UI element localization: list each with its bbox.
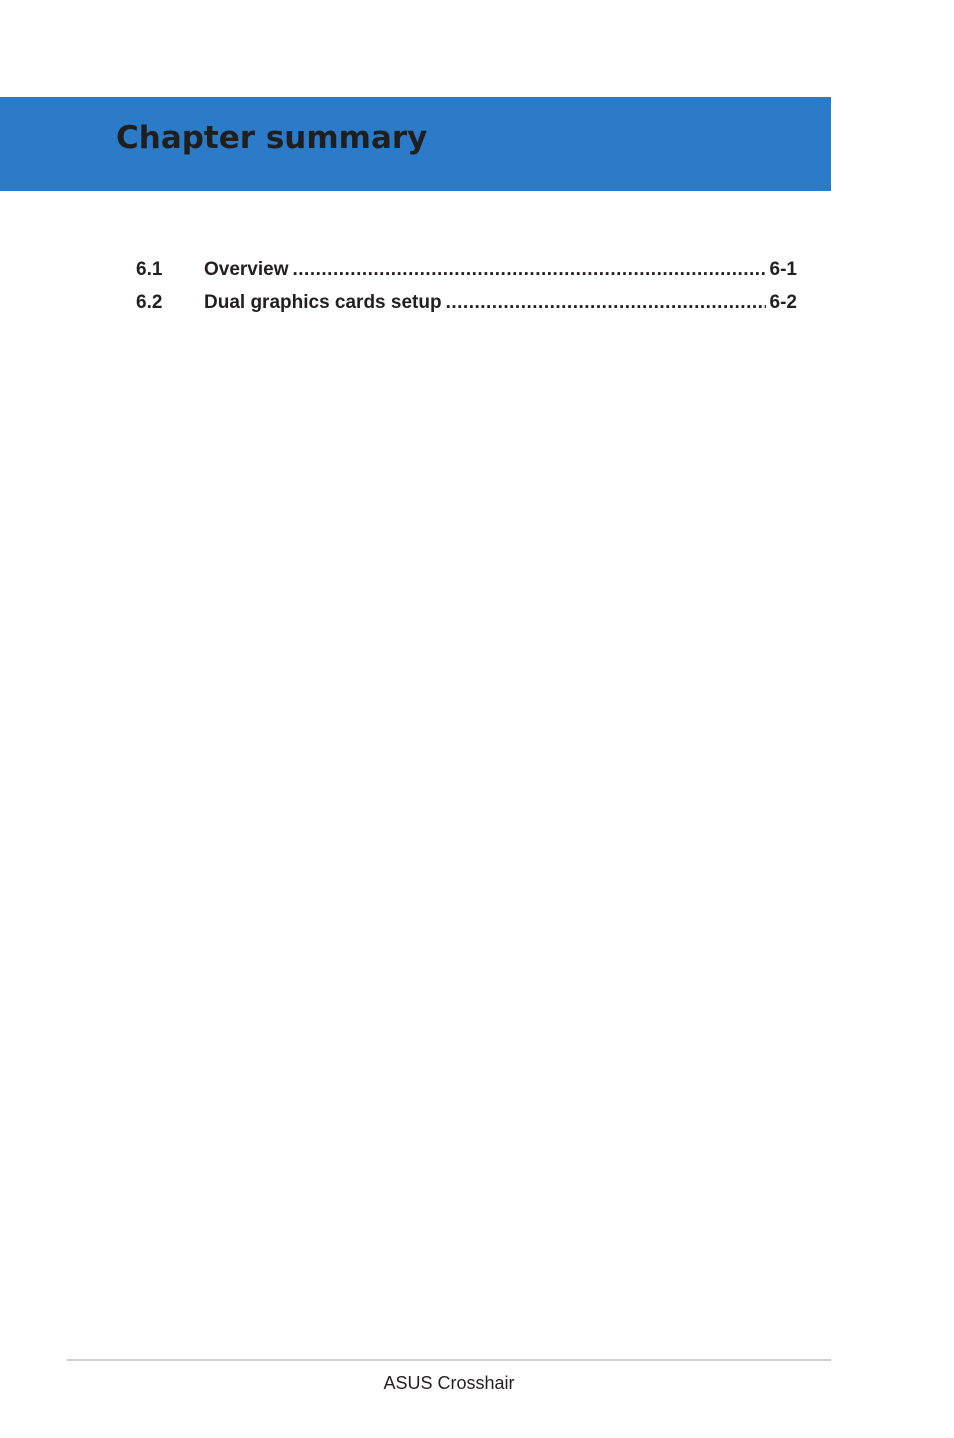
table-of-contents — [136, 256, 797, 322]
toc-dot-leader — [293, 256, 766, 284]
toc-entry[interactable] — [136, 289, 797, 322]
toc-entry[interactable] — [136, 256, 797, 289]
chapter-title: Chapter summary — [116, 120, 428, 156]
toc-entry-page: 6-1 — [769, 259, 797, 280]
toc-entry-page: 6-2 — [769, 292, 797, 313]
toc-entry-title: Dual graphics cards setup — [204, 292, 442, 313]
footer — [67, 1372, 831, 1394]
toc-entry-number: 6.2 — [136, 292, 163, 313]
toc-dot-leader — [446, 289, 766, 317]
footer-divider — [67, 1359, 831, 1361]
toc-entry-number: 6.1 — [136, 259, 163, 280]
toc-entry-title: Overview — [204, 259, 289, 280]
footer-product-name: ASUS Crosshair — [383, 1373, 515, 1393]
